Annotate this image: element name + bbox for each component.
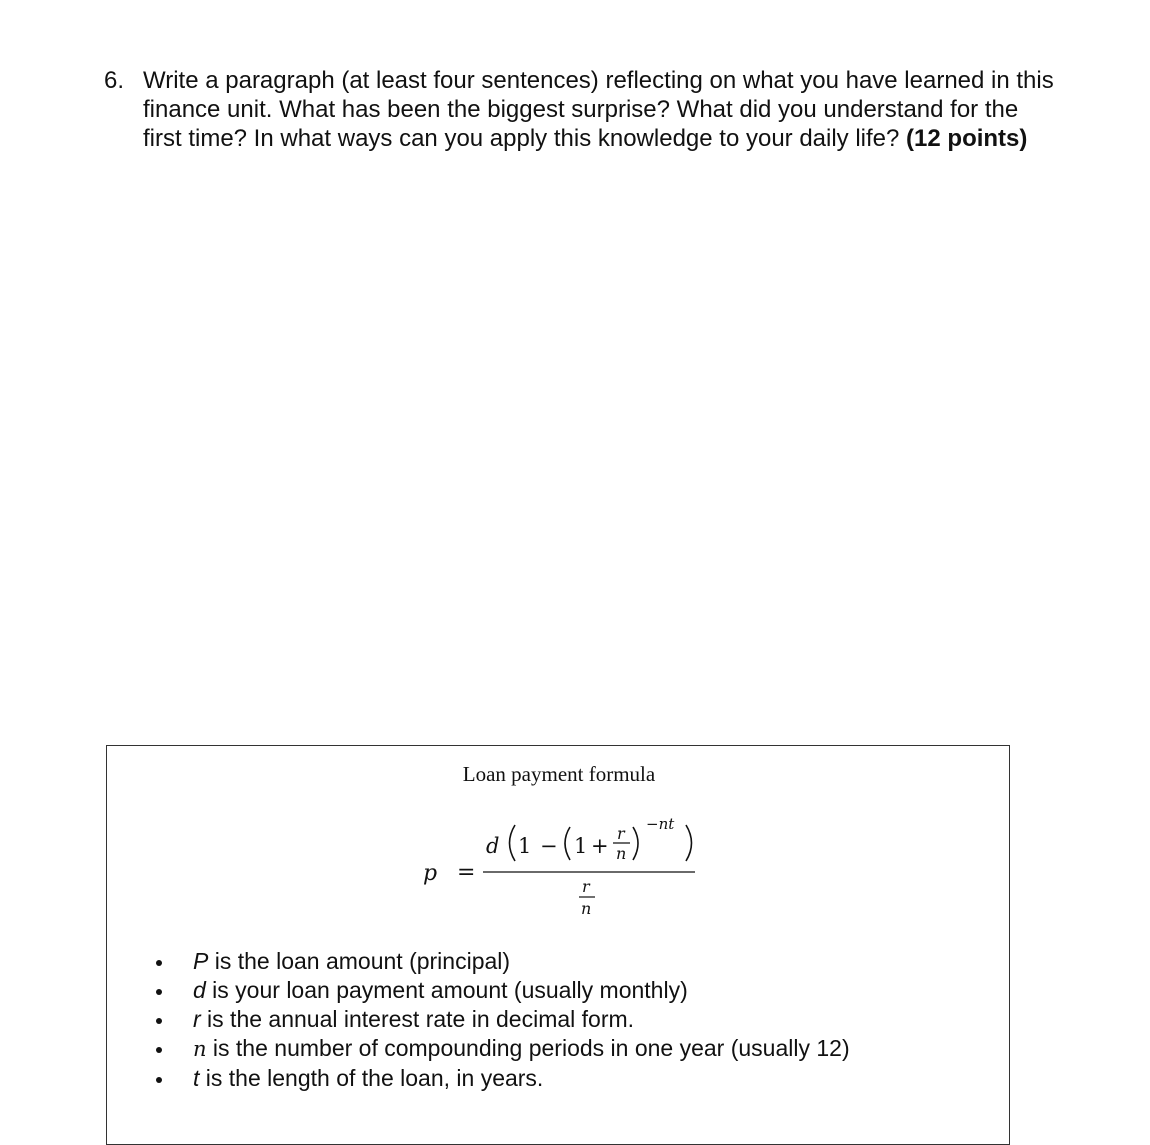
variable-symbol: d <box>193 977 206 1003</box>
formula-plus: + <box>591 834 609 858</box>
formula-outer-paren-left <box>510 825 516 861</box>
list-item <box>147 1064 850 1093</box>
variable-definitions <box>147 947 850 1093</box>
formula-outer-paren-right <box>686 825 692 861</box>
list-item <box>147 976 850 1005</box>
variable-description: is your loan payment amount (usually monthly) <box>205 977 688 1003</box>
variable-symbol: P <box>193 948 209 974</box>
question-text-block <box>143 66 1054 153</box>
formula-lhs-p: p <box>423 861 438 886</box>
list-item <box>147 947 850 976</box>
variable-description: is the annual interest rate in decimal form. <box>200 1006 635 1032</box>
variable-description: is the number of compounding periods in one year (usually 12) <box>206 1035 850 1061</box>
formula-one-b: 1 <box>574 834 588 858</box>
formula-minus: − <box>540 834 558 858</box>
loan-formula-box <box>106 745 1010 1145</box>
loan-payment-formula <box>407 808 827 933</box>
formula-denominator-r: r <box>582 877 590 896</box>
formula-one-a: 1 <box>518 834 532 858</box>
question-number: 6. <box>104 67 125 94</box>
formula-inner-paren-left <box>565 827 570 860</box>
formula-title: Loan payment formula <box>462 762 656 786</box>
formula-fraction-r: r <box>617 824 625 843</box>
variable-symbol: t <box>193 1065 200 1091</box>
variable-symbol: r <box>193 1006 201 1032</box>
formula-inner-paren-right <box>633 827 638 860</box>
formula-fraction-n: n <box>616 844 627 863</box>
list-item <box>147 1034 850 1064</box>
variable-description: is the length of the loan, in years. <box>199 1065 544 1091</box>
question-6 <box>104 66 1054 153</box>
question-text: Write a paragraph (at least four sentences) reflecting on what you have learned in this finance unit. What has been the biggest surprise? What did you understand for the first time? In what ways can you apply this knowledge to your daily life? <box>143 67 1054 152</box>
variable-symbol: n <box>193 1037 207 1061</box>
list-item <box>147 1005 850 1034</box>
formula-exponent: −nt <box>646 815 675 833</box>
formula-denominator-n: n <box>581 899 592 918</box>
question-points: (12 points) <box>906 125 1028 152</box>
formula-numerator-d: d <box>486 834 500 858</box>
variable-description: is the loan amount (principal) <box>208 948 511 974</box>
formula-equals: = <box>457 860 476 885</box>
